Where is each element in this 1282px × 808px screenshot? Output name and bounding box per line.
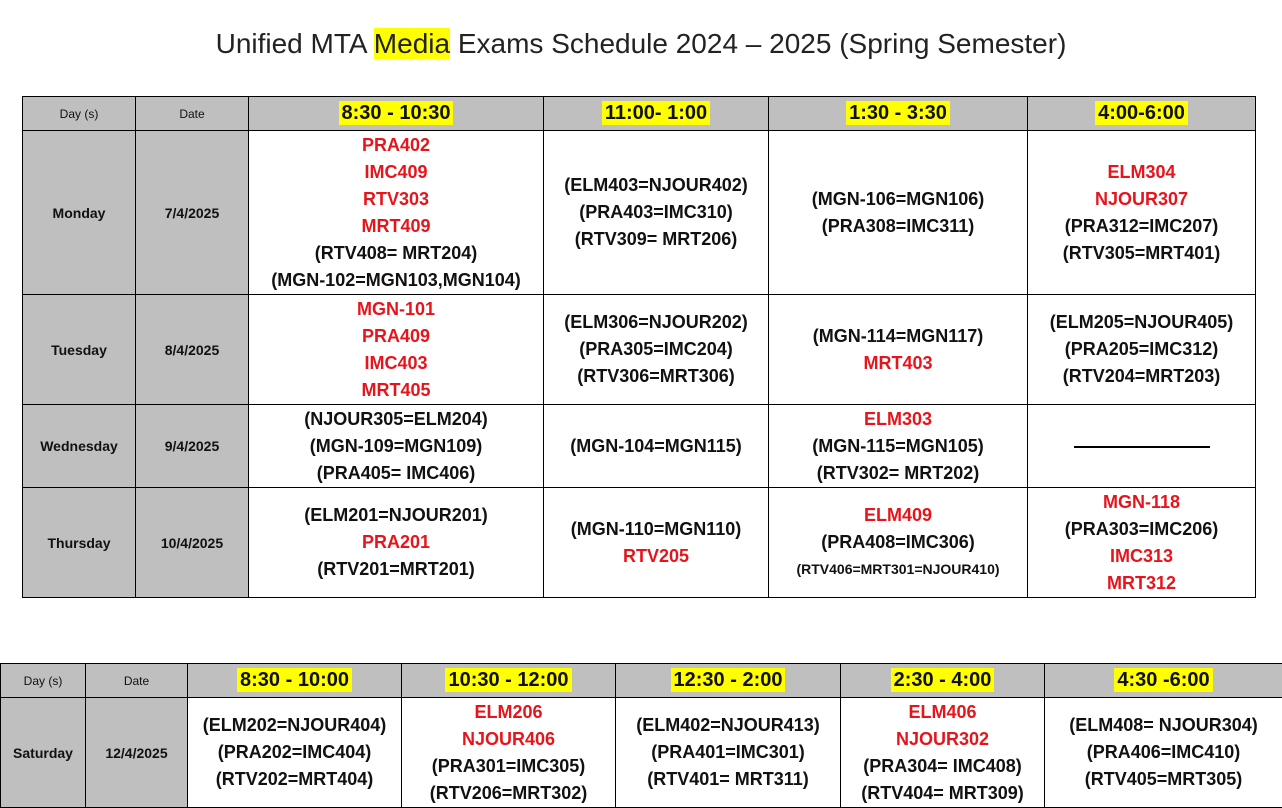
exam-course: (PRA312=IMC207) xyxy=(1064,215,1219,236)
table-row xyxy=(23,405,1256,488)
exam-course: PRA402 xyxy=(361,134,431,155)
title-text: Unified MTA xyxy=(215,28,374,59)
time-slot-label: 4:30 -6:00 xyxy=(1114,668,1212,692)
exam-course: (RTV202=MRT404) xyxy=(215,769,374,789)
exam-course: RTV205 xyxy=(622,545,690,566)
exam-course: ELM304 xyxy=(1107,161,1176,182)
exam-course: (RTV401= MRT311) xyxy=(647,769,809,789)
exam-cell xyxy=(769,405,1028,488)
exam-course: (MGN-114=MGN117) xyxy=(812,325,984,346)
exam-cell xyxy=(1028,405,1256,488)
exam-course: (RTV302= MRT202) xyxy=(816,462,980,483)
header-time-slot xyxy=(841,664,1045,698)
time-slot-label: 11:00- 1:00 xyxy=(602,101,710,125)
table-row xyxy=(23,131,1256,295)
header-time-slot xyxy=(249,97,544,131)
exam-course: NJOUR307 xyxy=(1094,188,1189,209)
time-slot-label: 8:30 - 10:00 xyxy=(237,668,352,692)
exam-cell xyxy=(544,295,769,405)
header-time-slot xyxy=(544,97,769,131)
header-day: Day (s) xyxy=(1,664,86,698)
exam-course: (PRA304= IMC408) xyxy=(863,755,1022,776)
header-date: Date xyxy=(136,97,249,131)
exam-course: (MGN-115=MGN105) xyxy=(812,435,984,456)
date-cell: 10/4/2025 xyxy=(136,488,249,598)
header-time-slot xyxy=(769,97,1028,131)
exam-cell xyxy=(249,295,544,405)
exam-course: (RTV404= MRT309) xyxy=(861,782,1024,803)
exam-course: (MGN-104=MGN115) xyxy=(570,435,742,456)
header-time-slot xyxy=(616,664,841,698)
header-time-slot xyxy=(1045,664,1282,698)
exam-course: (ELM202=NJOUR404) xyxy=(202,715,387,735)
title-text-end: Exams Schedule 2024 – 2025 (Spring Semester) xyxy=(450,28,1067,59)
exam-course: (MGN-109=MGN109) xyxy=(309,435,483,456)
exam-course: (NJOUR305=ELM204) xyxy=(304,408,488,429)
exam-course: ELM206 xyxy=(474,701,543,722)
weekday-schedule-table xyxy=(22,96,1256,598)
table-row xyxy=(1,698,1282,808)
time-slot-label: 4:00-6:00 xyxy=(1095,101,1188,125)
exam-course: (PRA308=IMC311) xyxy=(821,215,975,236)
exam-cell xyxy=(841,698,1045,808)
exam-course: (MGN-102=MGN103,MGN104) xyxy=(271,269,521,290)
exam-course: (RTV309= MRT206) xyxy=(574,229,738,249)
date-cell: 8/4/2025 xyxy=(136,295,249,405)
exam-course: (PRA408=IMC306) xyxy=(821,532,975,552)
exam-course: IMC403 xyxy=(364,352,428,373)
exam-course: MGN-101 xyxy=(356,298,436,319)
exam-course: PRA409 xyxy=(361,325,431,346)
table-row xyxy=(23,295,1256,405)
exam-cell xyxy=(1028,131,1256,295)
exam-course: (PRA305=IMC204) xyxy=(579,339,733,359)
time-slot-label: 10:30 - 12:00 xyxy=(445,668,571,692)
table-row xyxy=(23,488,1256,598)
exam-course: ELM406 xyxy=(908,701,977,722)
time-slot-label: 12:30 - 2:00 xyxy=(671,668,786,692)
exam-course: NJOUR302 xyxy=(895,728,990,749)
exam-course: NJOUR406 xyxy=(461,728,556,749)
date-cell: 12/4/2025 xyxy=(86,698,188,808)
exam-course: (MGN-110=MGN110) xyxy=(570,518,742,539)
exam-course: (MGN-106=MGN106) xyxy=(811,188,985,209)
title-highlight: Media xyxy=(373,28,451,59)
exam-cell xyxy=(616,698,841,808)
header-time-slot xyxy=(188,664,402,698)
header-day: Day (s) xyxy=(23,97,136,131)
day-cell: Wednesday xyxy=(23,405,136,488)
exam-course: MGN-118 xyxy=(1102,491,1181,512)
time-slot-label: 1:30 - 3:30 xyxy=(846,101,950,125)
exam-course: IMC409 xyxy=(364,161,428,182)
dash-line xyxy=(1074,446,1210,448)
exam-course: (PRA405= IMC406) xyxy=(316,462,476,483)
exam-course: (RTV408= MRT204) xyxy=(314,242,478,263)
page-title xyxy=(0,28,1282,60)
day-cell: Monday xyxy=(23,131,136,295)
exam-cell xyxy=(249,488,544,598)
exam-cell xyxy=(544,488,769,598)
exam-course: (RTV204=MRT203) xyxy=(1062,366,1221,386)
exam-course: (RTV201=MRT201) xyxy=(317,559,475,579)
exam-cell xyxy=(249,405,544,488)
exam-cell xyxy=(188,698,402,808)
day-cell: Thursday xyxy=(23,488,136,598)
exam-course: (ELM205=NJOUR405) xyxy=(1049,312,1234,332)
exam-course: MRT312 xyxy=(1106,572,1177,593)
exam-course: (PRA303=IMC206) xyxy=(1064,518,1219,539)
exam-cell xyxy=(544,405,769,488)
exam-cell xyxy=(1028,488,1256,598)
exam-course: (RTV206=MRT302) xyxy=(429,782,588,803)
time-slot-label: 8:30 - 10:30 xyxy=(339,101,454,125)
exam-cell xyxy=(1045,698,1282,808)
exam-course: (RTV306=MRT306) xyxy=(577,366,735,386)
header-date: Date xyxy=(86,664,188,698)
date-cell: 9/4/2025 xyxy=(136,405,249,488)
empty-slot-line xyxy=(1028,433,1255,460)
exam-course: ELM303 xyxy=(863,408,933,429)
saturday-schedule-table xyxy=(0,663,1282,808)
exam-cell xyxy=(769,131,1028,295)
exam-cell xyxy=(769,295,1028,405)
exam-course: (ELM306=NJOUR202) xyxy=(564,312,748,332)
exam-course: IMC313 xyxy=(1109,545,1174,566)
date-cell: 7/4/2025 xyxy=(136,131,249,295)
exam-course: MRT405 xyxy=(361,379,431,400)
exam-course: MRT403 xyxy=(863,352,933,373)
exam-cell xyxy=(249,131,544,295)
exam-course: (PRA401=IMC301) xyxy=(651,742,805,762)
exam-cell xyxy=(769,488,1028,598)
exam-cell xyxy=(402,698,616,808)
exam-cell xyxy=(544,131,769,295)
exam-course: (RTV405=MRT305) xyxy=(1084,769,1243,789)
exam-course: RTV303 xyxy=(362,188,430,209)
exam-course: (RTV406=MRT301=NJOUR410) xyxy=(796,561,1000,577)
exam-course: (PRA403=IMC310) xyxy=(579,202,733,222)
exam-course: (ELM402=NJOUR413) xyxy=(636,715,820,735)
exam-course: (PRA301=IMC305) xyxy=(431,755,586,776)
header-row xyxy=(1,664,1282,698)
exam-course: (ELM403=NJOUR402) xyxy=(564,175,748,195)
header-time-slot xyxy=(402,664,616,698)
time-slot-label: 2:30 - 4:00 xyxy=(891,668,995,692)
exam-course: PRA201 xyxy=(361,532,431,552)
exam-course: (ELM201=NJOUR201) xyxy=(304,505,488,525)
exam-course: (RTV305=MRT401) xyxy=(1062,242,1221,263)
day-cell: Tuesday xyxy=(23,295,136,405)
exam-course: (PRA205=IMC312) xyxy=(1064,339,1219,359)
exam-course: (PRA202=IMC404) xyxy=(217,742,372,762)
header-time-slot xyxy=(1028,97,1256,131)
day-cell: Saturday xyxy=(1,698,86,808)
exam-course: (PRA406=IMC410) xyxy=(1086,742,1241,762)
exam-cell xyxy=(1028,295,1256,405)
header-row xyxy=(23,97,1256,131)
exam-course: (ELM408= NJOUR304) xyxy=(1069,715,1258,735)
exam-course: ELM409 xyxy=(863,505,933,525)
exam-course: MRT409 xyxy=(361,215,431,236)
